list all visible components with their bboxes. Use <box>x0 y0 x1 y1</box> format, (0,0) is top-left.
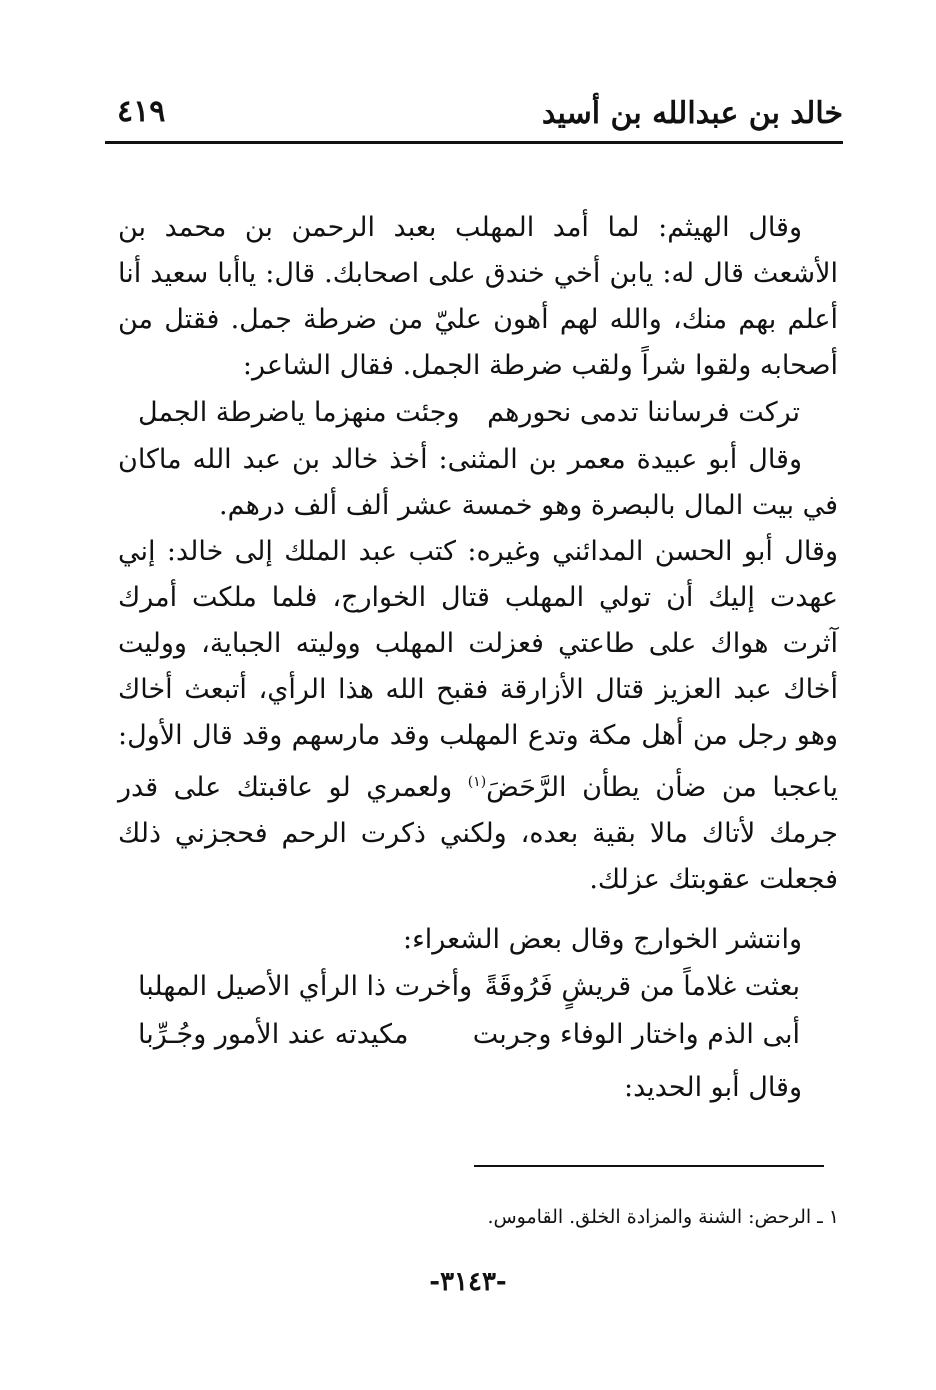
footnote-marker: (١) <box>467 774 487 790</box>
page-number: ٤١٩ <box>117 94 166 129</box>
verse-first-hemistich: بعثت غلاماً من قريشٍ فَرُوقَةً <box>484 971 800 1002</box>
paragraph-al-madaini-part1: وقال أبو الحسن المدائني وغيره: كتب عبد الملك إلى خالد: إني عهدت إليك أن تولي المهلب قتال الخوارج، فلما ملكت أمرك آثرت هواك على طاعتي فعزلت المهلب ووليته الجباية، ووليت أخاك عبد العزيز قتال الأزارقة فقبح الله هذا الرأي، أتبعث أخاك وهو رجل من أهل مكة وتدع المهلب وقد مارسهم وقد قال الأول: ياعجبا من ضأن يطأن الرَّحَضَ <box>118 536 839 803</box>
page-header <box>105 92 843 136</box>
paragraph-abu-al-hadid: وقال أبو الحديد: <box>623 1072 802 1103</box>
paragraph-abu-ubayda: وقال أبو عبيدة معمر بن المثنى: أخذ خالد بن عبد الله ماكان في بيت المال بالبصرة وهو خمسة عشر ألف ألف درهم. <box>118 444 838 521</box>
paragraph-poets-intro: وانتشر الخوارج وقال بعض الشعراء: <box>402 924 802 955</box>
paragraph-al-madaini-part2: ولعمري لو عاقبتك على قدر جرمك لأتاك مالا بقية بعده، ولكني ذكرت الرحم فحجزني ذلك فجعلت عقوبتك عزلك. <box>118 772 838 895</box>
verse-first-hemistich: تركت فرساننا تدمى نحورهم <box>487 397 800 428</box>
footnote-rule <box>474 1165 824 1167</box>
header-rule <box>105 141 843 144</box>
verse-line <box>118 1011 838 1059</box>
verse-second-hemistich: وجئت منهزما ياضرطة الجمل <box>138 397 460 428</box>
verse-second-hemistich: مكيدته عند الأمور وجُـرِّبا <box>138 1019 409 1050</box>
folio-number: -٣١٤٣- <box>429 1267 507 1297</box>
verse-second-hemistich: وأخرت ذا الرأي الأصيل المهلبا <box>138 971 473 1002</box>
spacer <box>118 903 838 917</box>
paragraph-al-madaini <box>118 529 838 903</box>
running-title: خالد بن عبدالله بن أسيد <box>541 96 843 131</box>
paragraph-al-haytham: وقال الهيثم: لما أمد المهلب بعبد الرحمن بن محمد بن الأشعث قال له: يابن أخي خندق على اصحابك. قال: ياأبا سعيد أنا أعلم بهم منك، والله لهم أهون عليّ من ضرطة جمل. فقتل من أصحابه ولقوا شراً ولقب ضرطة الجمل. فقال الشاعر: <box>118 212 838 381</box>
verse-first-hemistich: أبى الذم واختار الوفاء وجربت <box>472 1019 800 1050</box>
verse-line <box>118 389 838 437</box>
footnote: ١ ـ الرحض: الشنة والمزادة الخلق. القاموس. <box>487 1206 839 1228</box>
verse-line <box>118 963 838 1011</box>
main-text <box>118 205 838 1111</box>
